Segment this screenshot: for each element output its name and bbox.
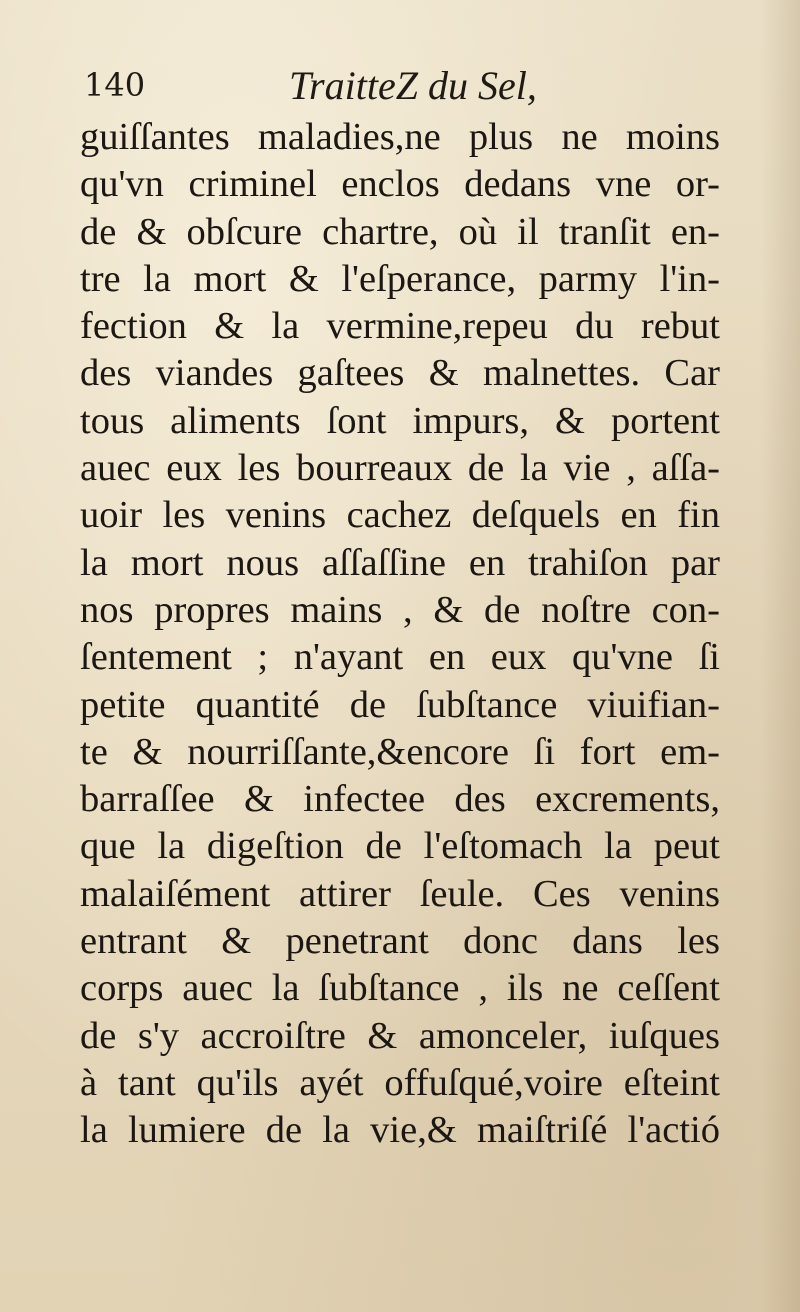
page-edge-shadow: [760, 0, 800, 1312]
text-line: barraſſee & infectee des excrements,: [80, 778, 720, 821]
running-title: TraitteZ du Sel,: [289, 63, 537, 108]
page-header: [84, 62, 724, 112]
text-line: uoir les venins cachez deſquels en fin: [80, 494, 720, 537]
text-line: tre la mort & l'eſperance, parmy l'in-: [80, 257, 720, 300]
text-line: de & obſcure chartre, où il tranſit en-: [80, 210, 720, 253]
text-line: fection & la vermine,repeu du rebut: [80, 305, 720, 348]
text-line: la mort nous aſſaſſine en trahiſon par: [80, 541, 720, 584]
text-line: des viandes gaſtees & malnettes. Car: [80, 352, 720, 395]
page-number: 140: [84, 66, 146, 104]
text-line: malaiſément attirer ſeule. Ces venins: [80, 872, 720, 915]
text-line: de s'y accroiſtre & amonceler, iuſques: [80, 1014, 720, 1057]
text-line: auec eux les bourreaux de la vie , aſſa-: [80, 447, 720, 490]
text-line: ſentement ; n'ayant en eux qu'vne ſi: [80, 636, 720, 679]
text-line: corps auec la ſubſtance , ils ne ceſſent: [80, 967, 720, 1010]
text-line: guiſſantes maladies,ne plus ne moins: [80, 116, 720, 158]
text-line: petite quantité de ſubſtance viuifian-: [80, 683, 720, 726]
text-line: que la digeſtion de l'eſtomach la peut: [80, 825, 720, 868]
text-line: entrant & penetrant donc dans les: [80, 920, 720, 963]
text-line: nos propres mains , & de noſtre con-: [80, 588, 720, 631]
text-line: qu'vn criminel enclos dedans vne or-: [80, 163, 720, 206]
body-text: [80, 114, 720, 1155]
text-line: la lumiere de la vie,& maiſtriſé l'actió: [80, 1109, 720, 1152]
text-line: te & nourriſſante,&encore ſi fort em-: [80, 730, 720, 773]
text-line: à tant qu'ils ayét offuſqué,voire eſteint: [80, 1061, 720, 1104]
text-line: tous aliments ſont impurs, & portent: [80, 399, 720, 442]
